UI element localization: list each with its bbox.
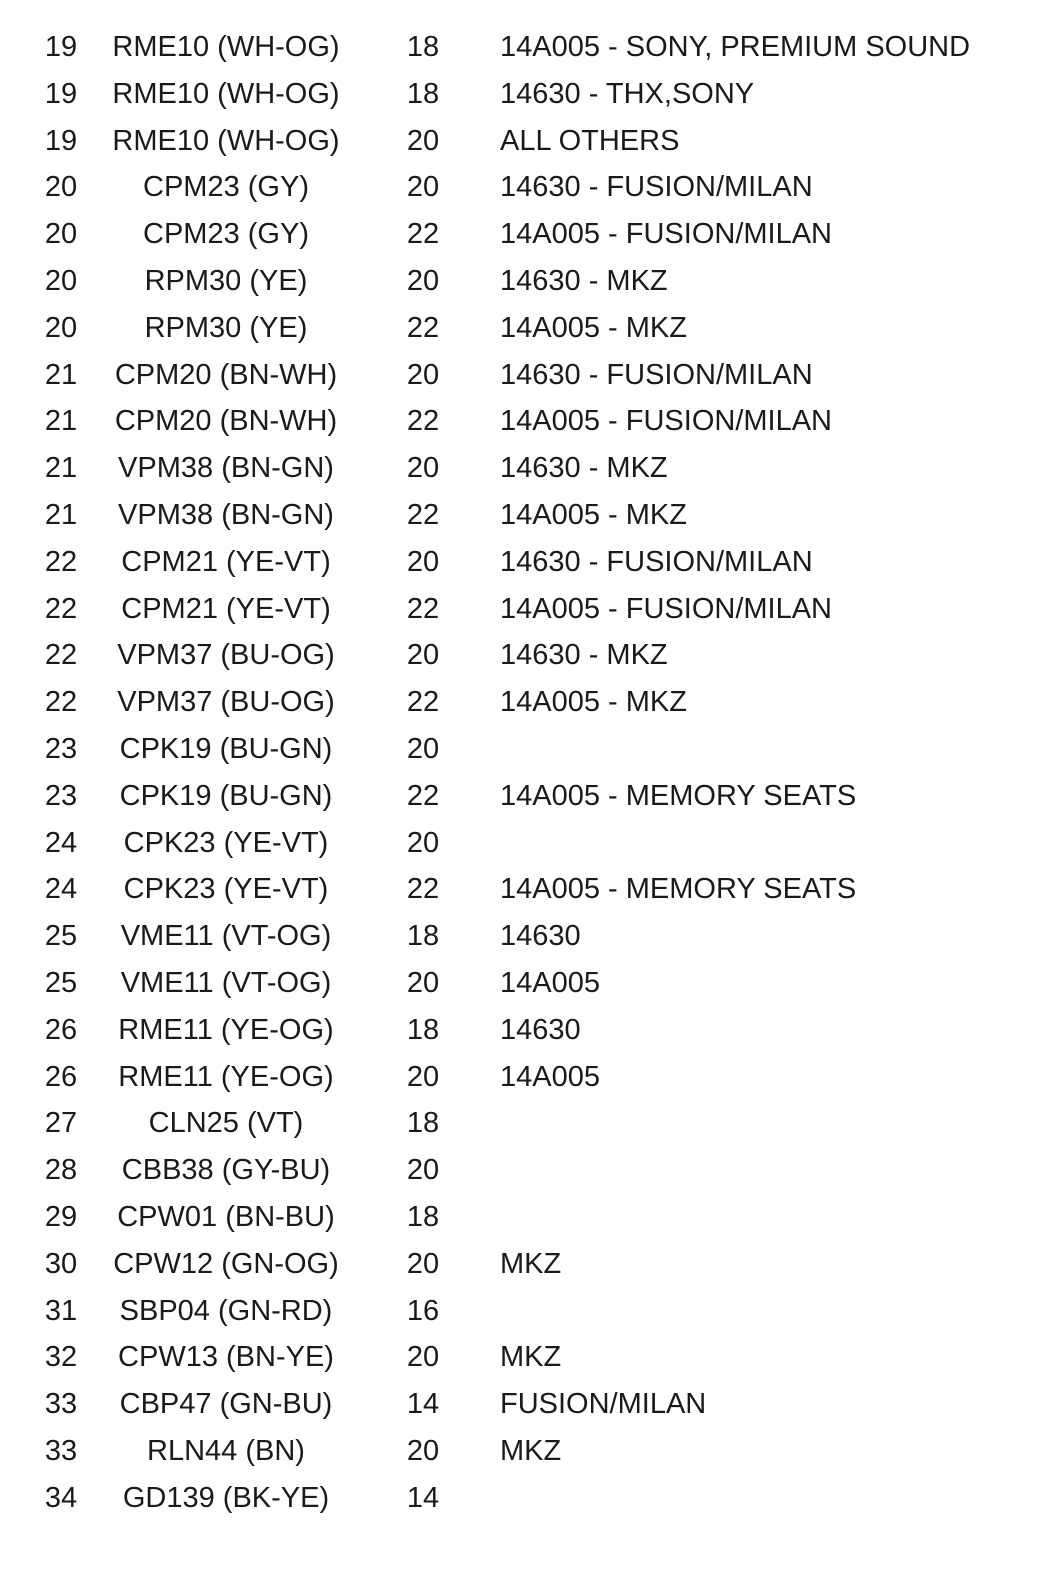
application-note: 14A005	[500, 966, 600, 999]
circuit-id: CPK19 (BU-GN)	[119, 779, 333, 812]
pin-number: 26	[44, 1013, 78, 1046]
pin-number: 33	[44, 1388, 78, 1421]
table-row	[0, 1475, 1062, 1522]
wire-gauge: 20	[406, 639, 440, 672]
circuit-id: CPM21 (YE-VT)	[121, 545, 331, 578]
application-note: 14630	[500, 920, 581, 953]
application-note: 14630 - FUSION/MILAN	[500, 545, 813, 578]
table-row	[0, 352, 1062, 399]
table-row	[0, 211, 1062, 258]
table-row	[0, 492, 1062, 539]
pin-number: 27	[44, 1107, 78, 1140]
pin-number: 26	[44, 1060, 78, 1093]
wire-gauge: 18	[406, 1013, 440, 1046]
application-note: 14630 - MKZ	[500, 452, 668, 485]
pin-number: 34	[44, 1481, 78, 1514]
table-row	[0, 445, 1062, 492]
wire-gauge: 18	[406, 1107, 440, 1140]
pin-number: 32	[44, 1341, 78, 1374]
pin-number: 22	[44, 639, 78, 672]
circuit-id: CPK23 (YE-VT)	[123, 873, 329, 906]
circuit-id: RME10 (WH-OG)	[112, 31, 340, 63]
table-row	[0, 1147, 1062, 1194]
wire-gauge: 20	[406, 358, 440, 391]
wire-gauge: 22	[406, 873, 440, 906]
pin-number: 30	[44, 1247, 78, 1280]
table-row	[0, 866, 1062, 913]
circuit-id: CPW12 (GN-OG)	[113, 1247, 339, 1280]
circuit-id: RME11 (YE-OG)	[118, 1013, 334, 1046]
pin-number: 23	[44, 732, 78, 765]
pin-number: 19	[44, 77, 78, 110]
table-row	[0, 1288, 1062, 1335]
circuit-id: CPW13 (BN-YE)	[118, 1341, 334, 1374]
table-row	[0, 164, 1062, 211]
pin-number: 22	[44, 592, 78, 625]
application-note: 14A005 - MKZ	[500, 686, 687, 719]
table-row	[0, 1381, 1062, 1428]
circuit-id: RME11 (YE-OG)	[118, 1060, 334, 1093]
table-row	[0, 679, 1062, 726]
pin-number: 19	[44, 124, 78, 157]
table-row	[0, 539, 1062, 586]
application-note: 14A005 - MKZ	[500, 311, 687, 344]
table-row	[0, 913, 1062, 960]
wire-gauge: 18	[406, 920, 440, 953]
wire-gauge: 20	[406, 452, 440, 485]
pin-number: 33	[44, 1434, 78, 1467]
pin-number: 21	[44, 358, 78, 391]
table-row	[0, 586, 1062, 633]
application-note: 14630 - MKZ	[500, 639, 668, 672]
table-row	[0, 1241, 1062, 1288]
wire-gauge: 20	[406, 1060, 440, 1093]
application-note: 14630	[500, 1013, 581, 1046]
pin-number: 21	[44, 452, 78, 485]
wire-gauge: 16	[406, 1294, 440, 1327]
circuit-id: RPM30 (YE)	[144, 311, 308, 344]
application-note: MKZ	[500, 1434, 562, 1467]
circuit-id: VME11 (VT-OG)	[120, 966, 332, 999]
application-note: ALL OTHERS	[500, 124, 680, 157]
table-row	[0, 118, 1062, 165]
table-row	[0, 1054, 1062, 1101]
pin-number: 29	[44, 1200, 78, 1233]
pin-number: 20	[44, 264, 78, 297]
application-note: 14A005 - MEMORY SEATS	[500, 779, 857, 812]
circuit-id: CLN25 (VT)	[148, 1107, 304, 1140]
circuit-id: CPM21 (YE-VT)	[121, 592, 331, 625]
circuit-id: CPK19 (BU-GN)	[119, 732, 333, 765]
application-note: 14630 - FUSION/MILAN	[500, 171, 813, 204]
table-row	[0, 960, 1062, 1007]
wire-gauge: 14	[406, 1388, 440, 1421]
wire-gauge: 22	[406, 405, 440, 438]
wire-gauge: 20	[406, 826, 440, 859]
table-row	[0, 1334, 1062, 1381]
wire-gauge: 22	[406, 498, 440, 531]
application-note: 14A005 - MEMORY SEATS	[500, 873, 857, 906]
wire-gauge: 20	[406, 545, 440, 578]
application-note: MKZ	[500, 1341, 562, 1374]
pin-number: 21	[44, 405, 78, 438]
pin-number: 28	[44, 1154, 78, 1187]
wire-gauge: 18	[406, 77, 440, 110]
table-row	[0, 305, 1062, 352]
pin-number: 22	[44, 545, 78, 578]
application-note: 14A005 - FUSION/MILAN	[500, 592, 832, 625]
pin-number: 24	[44, 873, 78, 906]
circuit-id: VPM38 (BN-GN)	[118, 498, 334, 531]
wire-gauge: 20	[406, 124, 440, 157]
pin-number: 19	[44, 31, 78, 63]
circuit-id: CPM23 (GY)	[143, 171, 309, 204]
circuit-id: VPM37 (BU-OG)	[117, 686, 335, 719]
pin-number: 20	[44, 311, 78, 344]
pin-number: 20	[44, 171, 78, 204]
circuit-id: CPM20 (BN-WH)	[114, 405, 338, 438]
application-note: 14A005 - SONY, PREMIUM SOUND	[500, 31, 971, 63]
circuit-id: VME11 (VT-OG)	[120, 920, 332, 953]
table-row	[0, 820, 1062, 867]
application-note: 14630 - FUSION/MILAN	[500, 358, 813, 391]
wire-gauge: 22	[406, 218, 440, 251]
wire-gauge: 14	[406, 1481, 440, 1514]
table-row	[0, 1194, 1062, 1241]
table-row	[0, 773, 1062, 820]
table-row	[0, 1007, 1062, 1054]
application-note: 14630 - MKZ	[500, 264, 668, 297]
wire-gauge: 22	[406, 592, 440, 625]
wire-gauge: 20	[406, 732, 440, 765]
pin-number: 21	[44, 498, 78, 531]
connector-pinout-table	[0, 24, 1062, 1522]
wire-gauge: 20	[406, 1341, 440, 1374]
pin-number: 22	[44, 686, 78, 719]
circuit-id: VPM37 (BU-OG)	[117, 639, 335, 672]
circuit-id: SBP04 (GN-RD)	[119, 1294, 333, 1327]
application-note: 14A005 - FUSION/MILAN	[500, 405, 832, 438]
application-note: 14A005 - MKZ	[500, 498, 687, 531]
pin-number: 31	[44, 1294, 78, 1327]
table-row	[0, 632, 1062, 679]
circuit-id: CBB38 (GY-BU)	[121, 1154, 331, 1187]
wire-gauge: 22	[406, 686, 440, 719]
wire-gauge: 22	[406, 311, 440, 344]
table-row	[0, 726, 1062, 773]
pin-number: 24	[44, 826, 78, 859]
table-row	[0, 258, 1062, 305]
table-row	[0, 24, 1062, 71]
circuit-id: VPM38 (BN-GN)	[118, 452, 334, 485]
pin-number: 20	[44, 218, 78, 251]
pin-number: 25	[44, 966, 78, 999]
application-note: 14630 - THX,SONY	[500, 77, 755, 110]
application-note: FUSION/MILAN	[500, 1388, 707, 1421]
wire-gauge: 20	[406, 1154, 440, 1187]
application-note: 14A005 - FUSION/MILAN	[500, 218, 832, 251]
table-row	[0, 1100, 1062, 1147]
application-note: MKZ	[500, 1247, 562, 1280]
circuit-id: CPW01 (BN-BU)	[117, 1200, 335, 1233]
circuit-id: CBP47 (GN-BU)	[119, 1388, 333, 1421]
circuit-id: RPM30 (YE)	[144, 264, 308, 297]
wire-gauge: 18	[406, 31, 440, 63]
circuit-id: CPK23 (YE-VT)	[123, 826, 329, 859]
wire-gauge: 18	[406, 1200, 440, 1233]
table-row	[0, 71, 1062, 118]
circuit-id: RLN44 (BN)	[147, 1434, 305, 1467]
wire-gauge: 20	[406, 1247, 440, 1280]
table-row	[0, 1428, 1062, 1475]
circuit-id: CPM23 (GY)	[143, 218, 309, 251]
circuit-id: RME10 (WH-OG)	[112, 124, 340, 157]
wire-gauge: 20	[406, 264, 440, 297]
pin-number: 25	[44, 920, 78, 953]
wire-gauge: 22	[406, 779, 440, 812]
circuit-id: CPM20 (BN-WH)	[114, 358, 338, 391]
circuit-id: RME10 (WH-OG)	[112, 77, 340, 110]
wire-gauge: 20	[406, 171, 440, 204]
pin-number: 23	[44, 779, 78, 812]
application-note: 14A005	[500, 1060, 600, 1093]
table-row	[0, 398, 1062, 445]
wire-gauge: 20	[406, 966, 440, 999]
circuit-id: GD139 (BK-YE)	[122, 1481, 330, 1514]
wire-gauge: 20	[406, 1434, 440, 1467]
